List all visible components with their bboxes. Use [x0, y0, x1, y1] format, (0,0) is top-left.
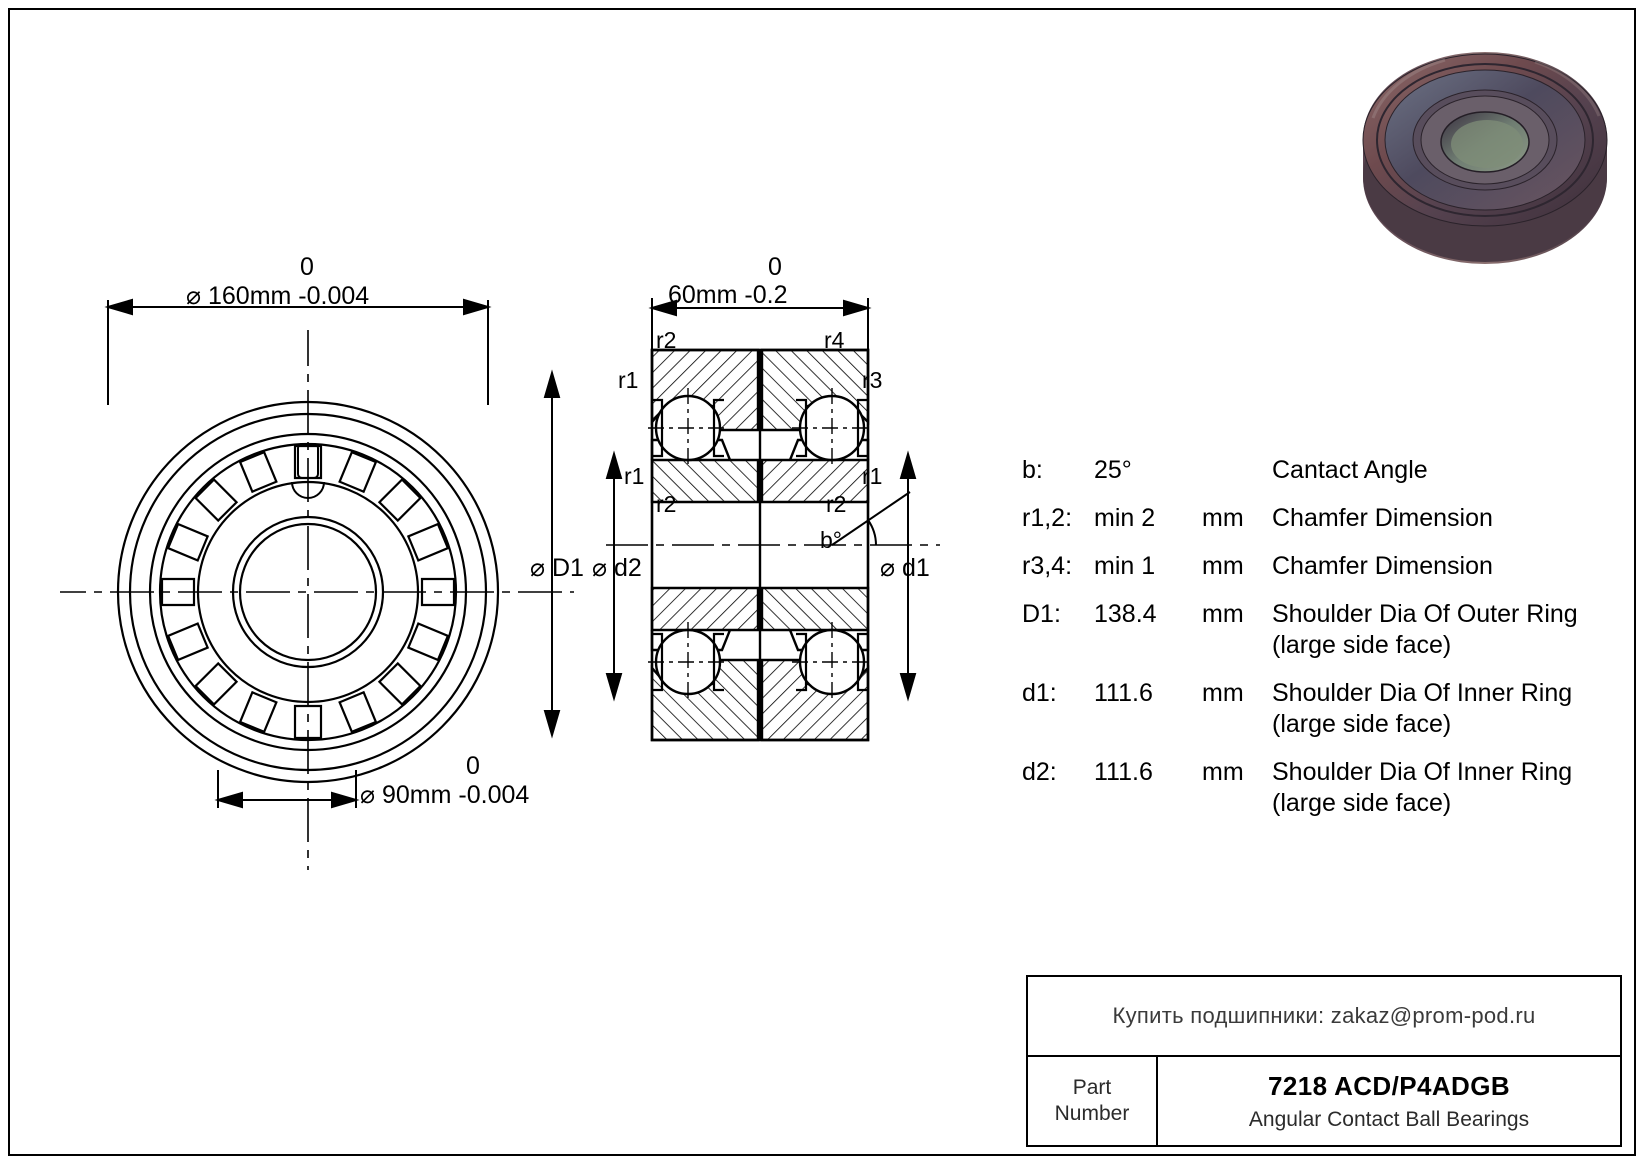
- spec-unit: mm: [1202, 679, 1244, 707]
- part-number-value-cell: [1158, 1057, 1620, 1145]
- label-r2-top-left: r2: [656, 327, 677, 353]
- spec-description-main: Cantact Angle: [1272, 456, 1428, 484]
- spec-description: [1272, 455, 1622, 486]
- spec-description-sub: (large side face): [1272, 789, 1452, 817]
- section-width-label: 60mm -0.2: [668, 281, 788, 309]
- title-block-part-row: [1028, 1057, 1620, 1145]
- d2-label: ⌀ d2: [592, 554, 642, 582]
- spec-description: [1272, 551, 1622, 582]
- bearing-3d-render: [1355, 25, 1615, 295]
- spec-value: 138.4: [1094, 600, 1157, 628]
- front-inner-diameter-label: ⌀ 90mm -0.004: [360, 781, 530, 809]
- spec-symbol: d1:: [1022, 679, 1057, 707]
- spec-value: min 2: [1094, 504, 1156, 532]
- front-inner-tolerance: 0: [466, 752, 480, 780]
- spec-description-main: Shoulder Dia Of Outer Ring: [1272, 600, 1578, 628]
- spec-row: [1022, 551, 1622, 582]
- spec-row: [1022, 757, 1622, 819]
- spec-description-main: Chamfer Dimension: [1272, 504, 1493, 532]
- spec-symbol: b:: [1022, 456, 1043, 484]
- part-label-line2: Number: [1054, 1102, 1130, 1125]
- label-r3-right: r3: [862, 367, 883, 393]
- contact-email-text: Купить подшипники: zakaz@prom-pod.ru: [1112, 1003, 1536, 1028]
- spec-symbol: d2:: [1022, 758, 1057, 786]
- spec-symbol: D1:: [1022, 600, 1061, 628]
- spec-description-main: Shoulder Dia Of Inner Ring: [1272, 679, 1573, 707]
- D1-label: ⌀ D1: [530, 554, 584, 582]
- spec-description: [1272, 757, 1622, 819]
- spec-value: 25°: [1094, 456, 1132, 484]
- label-r4-top-right: r4: [824, 327, 845, 353]
- spec-unit: mm: [1202, 758, 1244, 786]
- spec-row: [1022, 455, 1622, 486]
- d1-dimension-line: [890, 440, 950, 760]
- front-outer-tolerance: 0: [300, 253, 314, 281]
- spec-unit: mm: [1202, 504, 1244, 532]
- spec-row: [1022, 599, 1622, 661]
- title-block: [1026, 975, 1622, 1147]
- spec-description: [1272, 678, 1622, 740]
- spec-value: 111.6: [1094, 679, 1153, 707]
- spec-description: [1272, 503, 1622, 534]
- part-number-value: 7218 ACD/P4ADGB: [1267, 1070, 1510, 1101]
- label-r1-mid-right: r1: [862, 463, 883, 489]
- front-view-bottom-dimension: [170, 760, 630, 880]
- title-block-contact-row: [1028, 977, 1620, 1057]
- spec-unit: mm: [1202, 552, 1244, 580]
- specifications-list: [1022, 455, 1622, 836]
- spec-description-main: Chamfer Dimension: [1272, 552, 1493, 580]
- section-width-tolerance: 0: [768, 253, 782, 281]
- d1-label: ⌀ d1: [880, 554, 930, 582]
- spec-symbol: r3,4:: [1022, 552, 1073, 580]
- part-description: Angular Contact Ball Bearings: [1248, 1107, 1530, 1131]
- spec-row: [1022, 503, 1622, 534]
- label-r2-mid-right: r2: [826, 491, 847, 517]
- spec-value: 111.6: [1094, 758, 1153, 786]
- spec-description: [1272, 599, 1622, 661]
- front-outer-diameter-label: ⌀ 160mm -0.004: [186, 282, 370, 310]
- spec-unit: mm: [1202, 600, 1244, 628]
- label-r2-mid-left: r2: [656, 491, 677, 517]
- spec-row: [1022, 678, 1622, 740]
- part-label-line1: Part: [1072, 1076, 1112, 1099]
- spec-description-sub: (large side face): [1272, 631, 1452, 659]
- part-number-label: [1028, 1057, 1158, 1145]
- section-view: [600, 300, 1080, 860]
- spec-description-sub: (large side face): [1272, 710, 1452, 738]
- label-r1-mid-left: r1: [624, 463, 645, 489]
- label-r1-left: r1: [618, 367, 639, 393]
- spec-symbol: r1,2:: [1022, 504, 1073, 532]
- spec-value: min 1: [1094, 552, 1156, 580]
- spec-description-main: Shoulder Dia Of Inner Ring: [1272, 758, 1573, 786]
- label-contact-angle: b°: [820, 527, 842, 553]
